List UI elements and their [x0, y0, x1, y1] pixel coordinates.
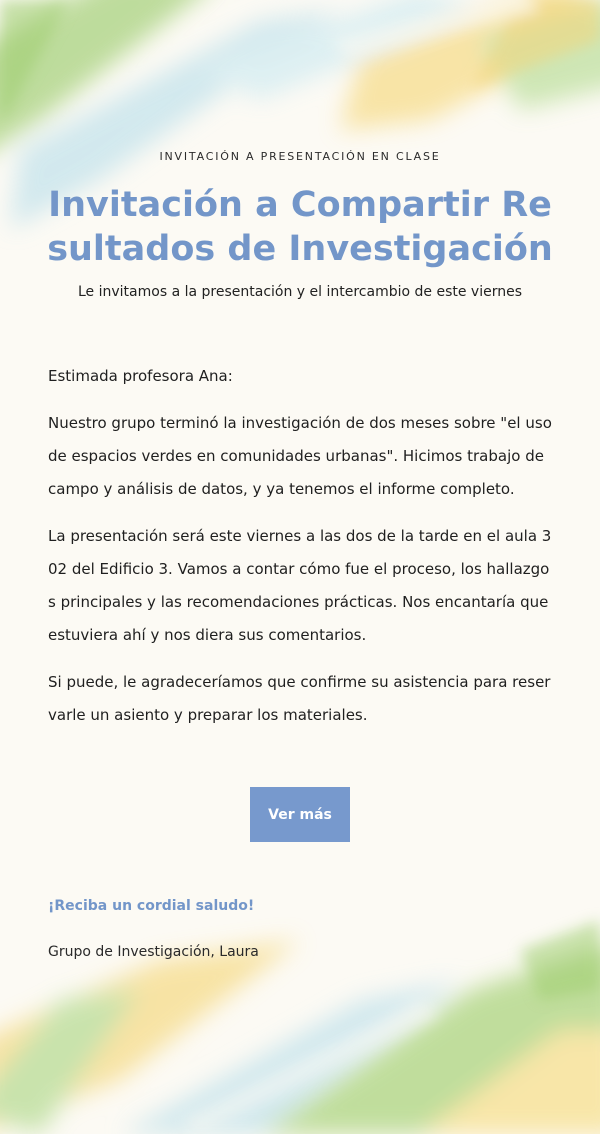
closing-greeting: ¡Reciba un cordial saludo! [48, 898, 255, 914]
page-subtitle: Le invitamos a la presentación y el intercambio de este viernes [78, 284, 522, 300]
message-body [48, 360, 556, 746]
paragraph-research: Nuestro grupo terminó la investigación de dos meses sobre "el uso de espacios verdes en comunidades urbanas". Hicimos trabajo de campo y análisis de datos, y ya tenemos el informe completo. [48, 414, 552, 498]
page-title: Invitación a Compartir Resultados de Investigación [47, 185, 553, 269]
paragraph-presentation: La presentación será este viernes a las dos de la tarde en el aula 302 del Edificio 3. Vamos a contar cómo fue el proceso, los hallazgos principales y las recomendaciones prácticas. Nos encantaría que estuviera ahí y nos diera sus comentarios. [48, 527, 552, 644]
paragraph-rsvp: Si puede, le agradeceríamos que confirme su asistencia para reservarle un asiento y preparar los materiales. [48, 673, 551, 724]
signature: Grupo de Investigación, Laura [48, 944, 259, 960]
eyebrow-label: INVITACIÓN A PRESENTACIÓN EN CLASE [159, 150, 441, 163]
greeting: Estimada profesora Ana: [48, 367, 233, 385]
ver-mas-button[interactable]: Ver más [250, 787, 350, 842]
